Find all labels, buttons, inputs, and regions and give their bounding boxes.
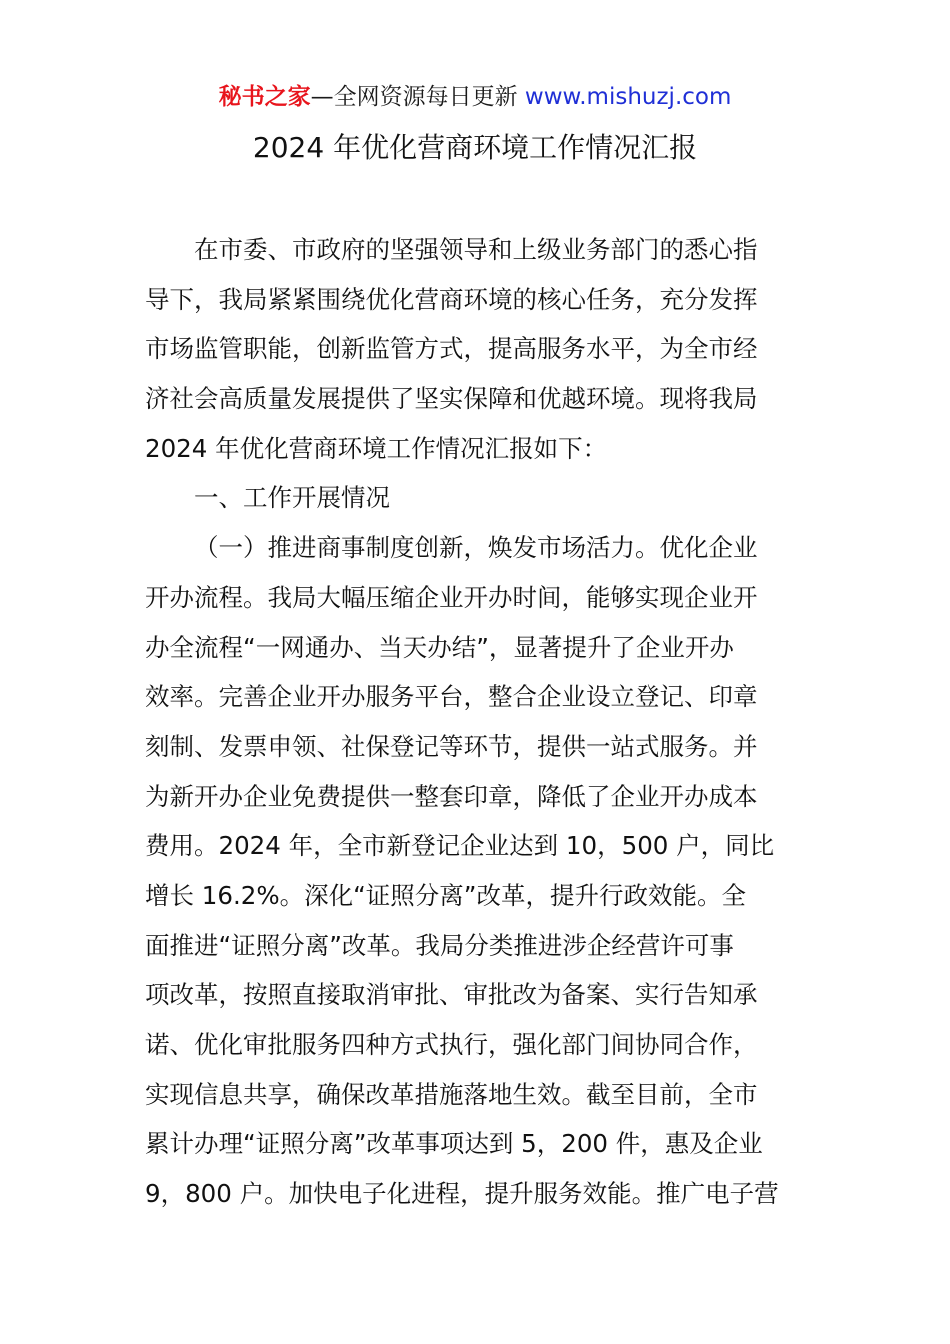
section-heading: 一、工作开展情况 — [194, 483, 390, 513]
site-brand: 秘书之家 — [218, 84, 311, 110]
paragraph-line: 刻制、发票申领、社保登记等环节，提供一站式服务。并 — [145, 731, 758, 761]
paragraph-line: 市场监管职能，创新监管方式，提高服务水平，为全市经 — [145, 334, 758, 364]
paragraph-line: 在市委、市政府的坚强领导和上级业务部门的悉心指 — [194, 235, 758, 264]
site-url-link[interactable]: www.mishuzj.com — [524, 84, 732, 110]
paragraph-line: 实现信息共享，确保改革措施落地生效。截至目前，全市 — [145, 1079, 758, 1109]
paragraph-line: 2024 年优化营商环境工作情况汇报如下： — [145, 433, 608, 463]
document-body — [145, 225, 807, 1219]
paragraph-line: 费用。2024 年，全市新登记企业达到 10，500 户，同比 — [145, 831, 775, 861]
paragraph-line: 济社会高质量发展提供了坚实保障和优越环境。现将我局 — [145, 384, 758, 414]
paragraph-line: 为新开办企业免费提供一整套印章，降低了企业开办成本 — [145, 781, 758, 811]
paragraph-line: 项改革，按照直接取消审批、审批改为备案、实行告知承 — [145, 980, 758, 1010]
site-header — [0, 80, 950, 114]
paragraph-line: 面推进“证照分离”改革。我局分类推进涉企经营许可事 — [145, 930, 734, 960]
paragraph-line: 效率。完善企业开办服务平台，整合企业设立登记、印章 — [145, 682, 758, 712]
paragraph-line: 增长 16.2%。深化“证照分离”改革，提升行政效能。全 — [145, 880, 747, 910]
paragraph-line: 办全流程“一网通办、当天办结”，显著提升了企业开办 — [145, 632, 734, 662]
paragraph-line: 开办流程。我局大幅压缩企业开办时间，能够实现企业开 — [145, 582, 758, 612]
paragraph-line: 累计办理“证照分离”改革事项达到 5，200 件，惠及企业 — [145, 1129, 763, 1159]
paragraph-line: 导下，我局紧紧围绕优化营商环境的核心任务，充分发挥 — [145, 284, 758, 314]
site-tagline: —全网资源每日更新 — [310, 84, 525, 110]
paragraph-line: （一）推进商事制度创新，焕发市场活力。优化企业 — [194, 533, 758, 563]
paragraph-line: 9，800 户。加快电子化进程，提升服务效能。推广电子营 — [145, 1179, 779, 1209]
document-title: 2024 年优化营商环境工作情况汇报 — [252, 131, 698, 164]
paragraph-line: 诺、优化审批服务四种方式执行，强化部门间协同合作， — [145, 1030, 758, 1059]
